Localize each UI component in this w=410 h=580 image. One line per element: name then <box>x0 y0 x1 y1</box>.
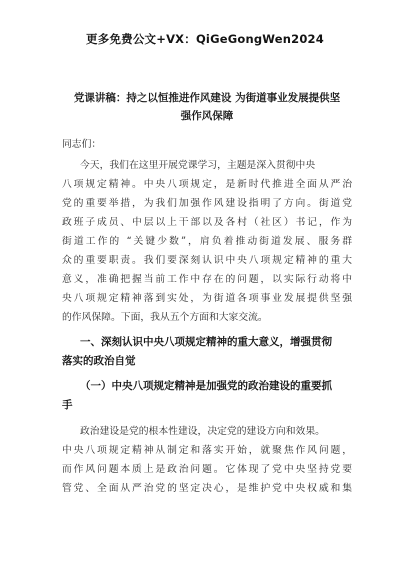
salutation: 同志们： <box>62 139 102 150</box>
body-line-1: 政治建设是党的根本性建设，决定党的建设方向和效果。 <box>80 426 325 437</box>
intro-line-1: 今天，我们在这里开展党课学习，主题是深入贯彻中央 <box>80 160 316 171</box>
subsection-heading-line-2: 手 <box>62 399 73 411</box>
intro-line-6: 众的重要职责。我们要深刻认识中央八项规定精神的重大 <box>62 255 352 266</box>
body-line-2: 中央八项规定精神从制定和落实开始，就聚焦作风问题， <box>62 445 352 456</box>
body-line-3: 而作风问题本质上是政治问题。它体现了党中央坚持党要 <box>62 464 352 475</box>
section-heading-line-2: 落实的政治自觉 <box>62 355 136 367</box>
body-line-4: 管党、全面从严治党的坚定决心，是维护党中央权威和集 <box>62 483 352 494</box>
intro-line-8: 央八项规定精神落到实处，为街道各项事业发展提供坚强 <box>62 293 352 304</box>
intro-line-3: 党的重要举措，为我们加强作风建设指明了方向。街道党 <box>62 198 352 209</box>
section-heading-line-1: 一、深刻认识中央八项规定精神的重大意义，增强贯彻 <box>80 336 332 348</box>
document-title-line-2: 强作风保障 <box>180 110 234 122</box>
intro-line-5: 街道工作的 “关键少数”，肩负着推动街道发展、服务群 <box>62 236 352 247</box>
watermark-banner: 更多免费公文+VX：QiGeGongWen2024 <box>86 32 324 46</box>
intro-line-2: 八项规定精神。中央八项规定，是新时代推进全面从严治 <box>62 179 352 190</box>
intro-line-7: 意义，准确把握当前工作中存在的问题，以实际行动将中 <box>62 274 352 285</box>
subsection-heading-line-1: （一）中央八项规定精神是加强党的政治建设的重要抓 <box>80 380 332 392</box>
intro-line-4: 政班子成员、中层以上干部以及各村（社区）书记，作为 <box>62 217 352 228</box>
intro-line-9: 的作风保障。下面，我从五个方面和大家交流。 <box>62 312 268 323</box>
document-title-line-1: 党课讲稿：持之以恒推进作风建设 为街道事业发展提供坚 <box>73 92 341 104</box>
